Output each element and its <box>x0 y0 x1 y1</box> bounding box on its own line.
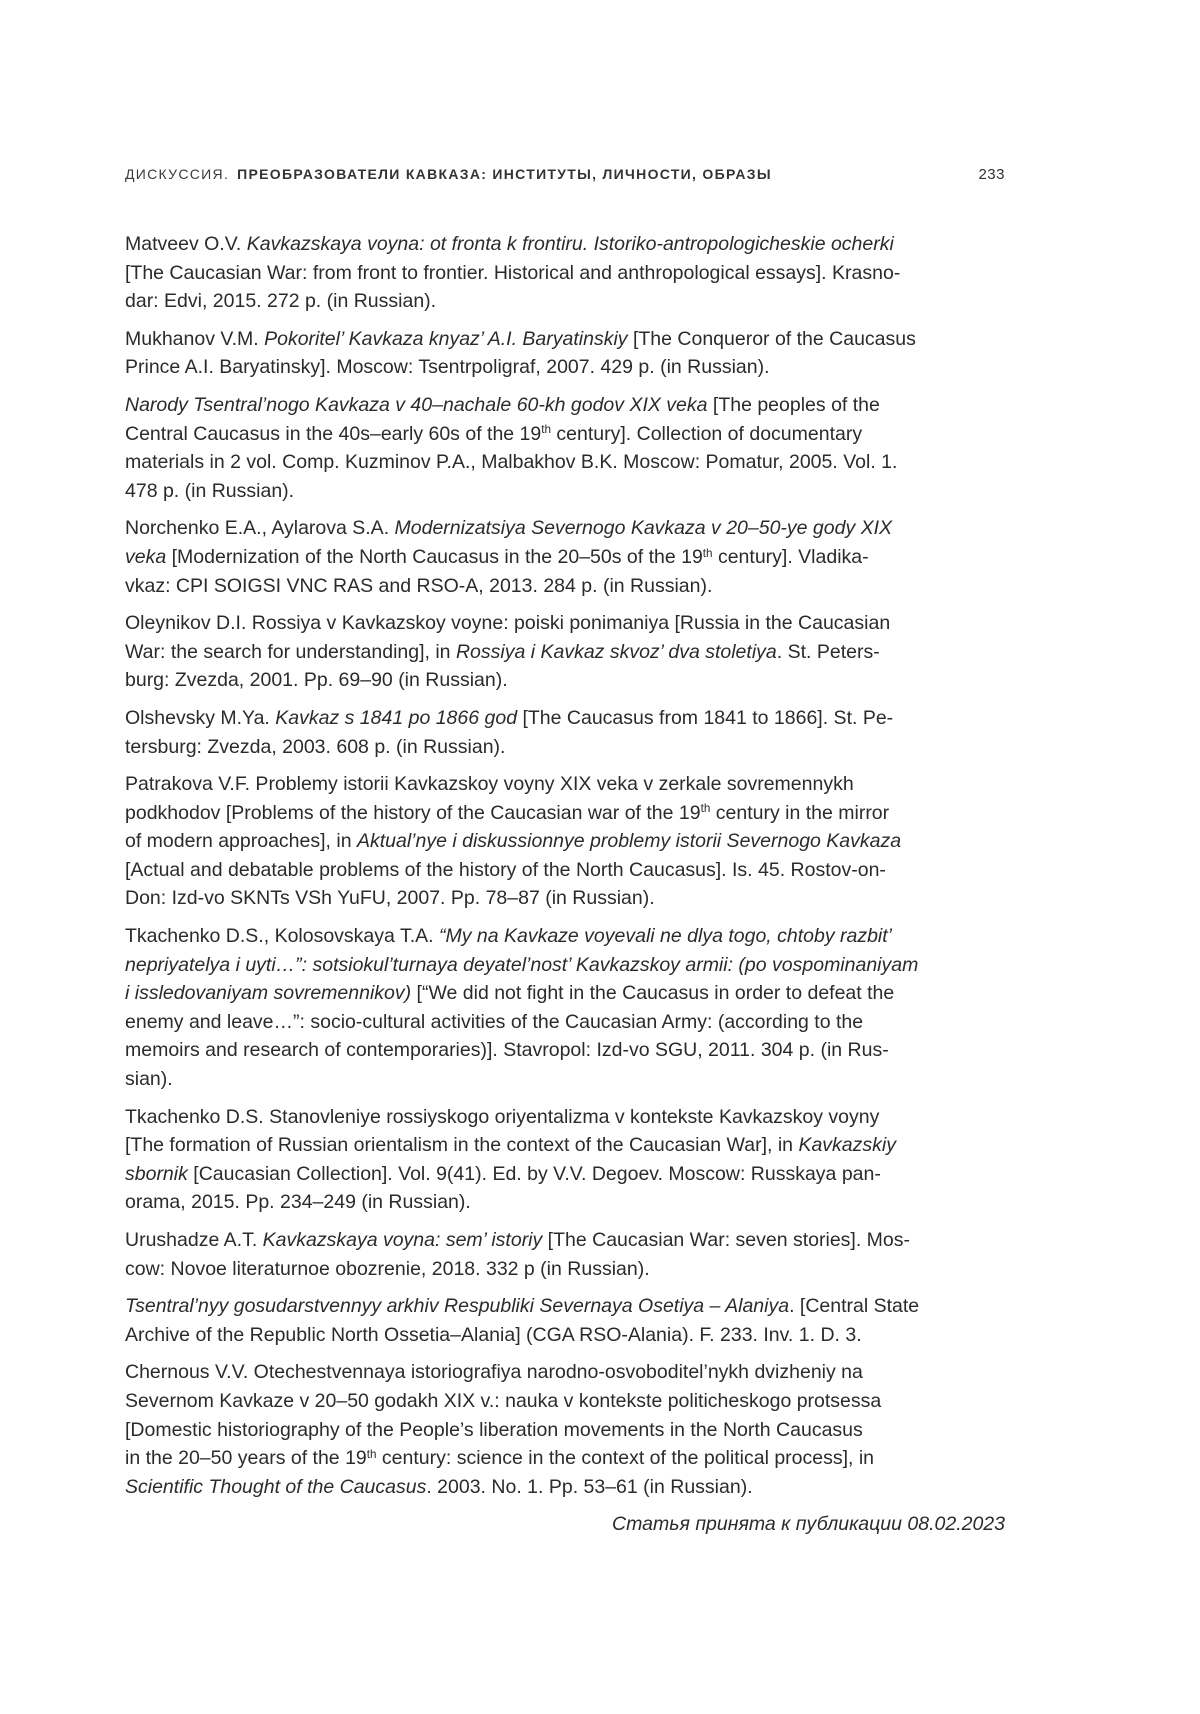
reference-line <box>125 770 1005 799</box>
text-run: Urushadze A.T. <box>125 1229 263 1251</box>
reference-entry <box>125 1358 1005 1501</box>
title-italic-run: sbornik <box>125 1162 188 1185</box>
reference-line <box>125 856 1005 885</box>
text-run: cow: Novoe literaturnoe obozrenie, 2018. 332 p (in Russian). <box>125 1257 650 1280</box>
reference-line <box>125 1065 1005 1094</box>
reference-line <box>125 1416 1005 1445</box>
title-italic-run: Pokoritel’ Kavkaza knyaz’ A.I. Baryatinskiy <box>264 327 628 350</box>
reference-entry <box>125 1103 1005 1217</box>
reference-entry <box>125 230 1005 316</box>
reference-line <box>125 572 1005 601</box>
text-run: century: science in the context of the political process], in <box>376 1447 875 1470</box>
reference-line <box>125 827 1005 856</box>
text-run: Tkachenko D.S. Stanovleniye rossiyskogo oriyentalizma v kontekste Kavkazskoy voyny <box>125 1105 880 1128</box>
text-run: materials in 2 vol. Comp. Kuzminov P.A., Malbakhov B.K. Moscow: Pomatur, 2005. Vol. 1. <box>125 451 898 474</box>
title-italic-run: Tsentral’nyy gosudarstvennyy arkhiv Respubliki Severnaya Osetiya – Alaniya <box>125 1295 790 1318</box>
reference-line <box>125 884 1005 913</box>
reference-line <box>125 979 1005 1008</box>
text-run: Central Caucasus in the 40s–early 60s of the 19 <box>125 422 542 445</box>
text-run: Archive of the Republic North Ossetia–Alania] (CGA RSO-Alania). F. 233. Inv. 1. D. 3. <box>125 1323 862 1346</box>
reference-entry <box>125 704 1005 761</box>
text-run: . St. Peters- <box>776 640 880 663</box>
ordinal-superscript: th <box>700 802 711 816</box>
reference-line <box>125 448 1005 477</box>
text-run: [Caucasian Collection]. Vol. 9(41). Ed. by V.V. Degoev. Moscow: Russkaya pan- <box>187 1162 881 1185</box>
title-italic-run: Kavkaz s 1841 po 1866 god <box>275 706 518 729</box>
reference-line <box>125 287 1005 316</box>
reference-line <box>125 1473 1005 1502</box>
text-run: burg: Zvezda, 2001. Pp. 69–90 (in Russian). <box>125 669 508 692</box>
reference-line <box>125 733 1005 762</box>
text-run: memoirs and research of contemporaries)]. Stavropol: Izd-vo SGU, 2011. 304 p. (in Rus- <box>125 1039 889 1062</box>
reference-line <box>125 1160 1005 1189</box>
header-title: ПРЕОБРАЗОВАТЕЛИ КАВКАЗА: ИНСТИТУТЫ, ЛИЧНОСТИ, ОБРАЗЫ <box>237 166 772 182</box>
running-header <box>125 166 1005 183</box>
text-run: Don: Izd-vo SKNTs VSh YuFU, 2007. Pp. 78–87 (in Russian). <box>125 887 655 910</box>
text-run: [The peoples of the <box>707 393 880 416</box>
title-italic-run: Kavkazskaya voyna: sem’ istoriy <box>262 1229 543 1251</box>
title-italic-run: Scientific Thought of the Caucasus <box>125 1475 427 1498</box>
title-italic-run: Kavkazskaya voyna: ot fronta k frontiru. Istoriko-antropologicheskie ocherki <box>246 233 894 255</box>
text-run: [The Caucasian War: from front to frontier. Historical and anthropological essays]. Krasno- <box>125 261 901 284</box>
text-run: Prince A.I. Baryatinsky]. Moscow: Tsentrpoligraf, 2007. 429 p. (in Russian). <box>125 356 770 379</box>
text-run: [“We did not fight in the Caucasus in order to defeat the <box>411 982 895 1005</box>
text-run: [Actual and debatable problems of the history of the North Caucasus]. Is. 45. Rostov-on- <box>125 858 886 881</box>
reference-line <box>125 543 1005 572</box>
reference-line <box>125 353 1005 382</box>
text-run: . [Central State <box>789 1295 920 1318</box>
text-run: War: the search for understanding], in <box>125 640 456 663</box>
ordinal-superscript: th <box>702 546 713 560</box>
title-italic-run: Modernizatsiya Severnogo Kavkaza v 20–50-ye gody XIX <box>394 517 893 540</box>
text-run: century]. Vladika- <box>712 545 869 568</box>
reference-line <box>125 951 1005 980</box>
reference-line <box>125 1131 1005 1160</box>
text-run: Tkachenko D.S., Kolosovskaya T.A. <box>125 925 439 948</box>
reference-line <box>125 325 1005 354</box>
reference-line <box>125 609 1005 638</box>
text-run: [The formation of Russian orientalism in the context of the Caucasian War], in <box>125 1134 799 1157</box>
text-run: sian). <box>125 1068 173 1091</box>
reference-line <box>125 704 1005 733</box>
text-run: [Domestic historiography of the People’s liberation movements in the North Caucasus <box>125 1418 863 1441</box>
text-run: [The Caucasus from 1841 to 1866]. St. Pe- <box>517 706 894 729</box>
text-run: in the 20–50 years of the 19 <box>125 1447 367 1470</box>
title-italic-run: i issledovaniyam sovremennikov) <box>125 982 412 1005</box>
ordinal-superscript: th <box>366 1447 377 1461</box>
title-italic-run: Rossiya i Kavkaz skvoz’ dva stoletiya <box>455 640 777 663</box>
reference-entry <box>125 514 1005 600</box>
reference-entry <box>125 1226 1005 1283</box>
reference-line <box>125 514 1005 543</box>
page-number: 233 <box>978 166 1005 183</box>
text-run: 478 p. (in Russian). <box>125 479 295 502</box>
text-run: [The Caucasian War: seven stories]. Mos- <box>542 1229 911 1251</box>
reference-line <box>125 1226 1005 1255</box>
text-run: dar: Edvi, 2015. 272 p. (in Russian). <box>125 290 437 313</box>
text-run: of modern approaches], in <box>125 830 357 853</box>
references-list <box>125 230 1005 1501</box>
reference-line <box>125 1358 1005 1387</box>
text-run: Severnom Kavkaze v 20–50 godakh XIX v.: nauka v kontekste politicheskogo protsessa <box>125 1389 882 1412</box>
text-run: Mukhanov V.M. <box>125 327 265 350</box>
text-run: . 2003. No. 1. Pp. 53–61 (in Russian). <box>426 1475 753 1498</box>
title-italic-run: nepriyatelya i uyti…”: sotsiokul’turnaya deyatel’nost’ Kavkazskoy armii: (po vospominaniyam <box>125 953 919 976</box>
reference-entry <box>125 770 1005 913</box>
reference-line <box>125 1255 1005 1284</box>
text-run: Oleynikov D.I. Rossiya v Kavkazskoy voyne: poiski ponimaniya [Russia in the Caucasian <box>125 612 891 635</box>
text-run: enemy and leave…”: socio-cultural activities of the Caucasian Army: (according to the <box>125 1010 864 1033</box>
text-run: tersburg: Zvezda, 2003. 608 p. (in Russian). <box>125 735 506 758</box>
reference-line <box>125 420 1005 449</box>
reference-entry <box>125 922 1005 1094</box>
title-italic-run: Aktual’nye i diskussionnye problemy istorii Severnogo Kavkaza <box>356 830 902 853</box>
reference-line <box>125 1036 1005 1065</box>
acceptance-note: Статья принята к публикации 08.02.2023 <box>612 1513 1005 1536</box>
title-italic-run: veka <box>125 545 167 568</box>
title-italic-run: Narody Tsentral’nogo Kavkaza v 40–nachale 60-kh godov XIX veka <box>125 393 708 416</box>
title-italic-run: Kavkazskiy <box>798 1134 896 1157</box>
reference-entry <box>125 609 1005 695</box>
reference-line <box>125 1292 1005 1321</box>
reference-line <box>125 230 1005 259</box>
ordinal-superscript: th <box>541 423 552 437</box>
reference-line <box>125 799 1005 828</box>
reference-line <box>125 259 1005 288</box>
reference-line <box>125 638 1005 667</box>
reference-line <box>125 391 1005 420</box>
title-italic-run: “My na Kavkaze voyevali ne dlya togo, chtoby razbit’ <box>438 925 893 948</box>
reference-entry <box>125 325 1005 382</box>
text-run: century in the mirror <box>710 801 890 824</box>
text-run: orama, 2015. Pp. 234–249 (in Russian). <box>125 1191 471 1214</box>
reference-line <box>125 1444 1005 1473</box>
text-run: Norchenko E.A., Aylarova S.A. <box>125 517 395 540</box>
page-content <box>125 166 1005 1539</box>
reference-line <box>125 1188 1005 1217</box>
reference-line <box>125 666 1005 695</box>
reference-line <box>125 1321 1005 1350</box>
text-run: [Modernization of the North Caucasus in the 20–50s of the 19 <box>166 545 703 568</box>
text-run: Patrakova V.F. Problemy istorii Kavkazskoy voyny XIX veka v zerkale sovremennykh <box>125 773 854 796</box>
reference-line <box>125 922 1005 951</box>
text-run: Olshevsky M.Ya. <box>125 706 276 729</box>
text-run: podkhodov [Problems of the history of the Caucasian war of the 19 <box>125 801 701 824</box>
text-run: Chernous V.V. Otechestvennaya istoriografiya narodno-osvoboditel’nykh dvizheniy na <box>125 1361 863 1384</box>
reference-entry <box>125 1292 1005 1349</box>
reference-entry <box>125 391 1005 505</box>
reference-line <box>125 1008 1005 1037</box>
section-label: ДИСКУССИЯ. <box>125 166 230 182</box>
running-header-text <box>125 166 772 183</box>
reference-line <box>125 1103 1005 1132</box>
text-run: [The Conqueror of the Caucasus <box>627 327 916 350</box>
reference-line <box>125 477 1005 506</box>
text-run: Matveev O.V. <box>125 233 247 255</box>
text-run: vkaz: CPI SOIGSI VNC RAS and RSO-A, 2013. 284 p. (in Russian). <box>125 574 713 597</box>
text-run: century]. Collection of documentary <box>551 422 863 445</box>
reference-line <box>125 1387 1005 1416</box>
